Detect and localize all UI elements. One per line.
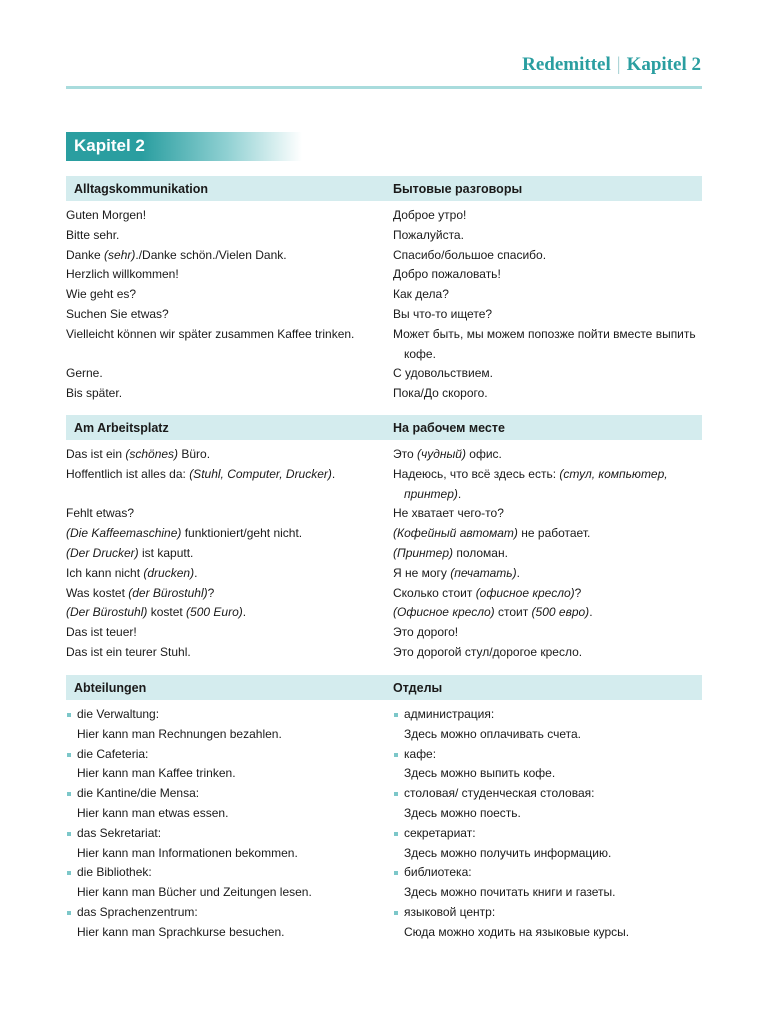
russian-phrase xyxy=(393,524,702,544)
phrase-row xyxy=(66,364,702,384)
phrase-text: Пока/До скорого. xyxy=(393,386,488,401)
phrase-text: Was kostet xyxy=(66,585,129,600)
phrase-row xyxy=(66,305,702,325)
phrase-text: ist kaputt. xyxy=(138,545,194,560)
german-phrase xyxy=(66,643,393,663)
phrase-text: Suchen Sie etwas? xyxy=(66,306,169,321)
department-description: Здесь можно поесть. xyxy=(404,805,521,820)
department-word: die Bibliothek: xyxy=(77,865,152,880)
department-word: die Kantine/die Mensa: xyxy=(77,786,200,801)
russian-phrase xyxy=(393,226,702,246)
german-department xyxy=(66,705,393,745)
russian-department xyxy=(393,705,702,745)
department-word: die Verwaltung: xyxy=(77,707,160,721)
phrase-text: . xyxy=(516,565,520,580)
phrase-row xyxy=(66,206,702,226)
phrase-row xyxy=(66,445,702,465)
phrase-text: офис. xyxy=(465,447,502,461)
phrase-row xyxy=(66,643,702,663)
phrase-row xyxy=(66,384,702,404)
phrase-text: Как дела? xyxy=(393,287,449,302)
phrase-continuation xyxy=(393,345,702,365)
german-phrase xyxy=(66,603,393,623)
department-description: Сюда можно ходить на языковые курсы. xyxy=(404,924,630,939)
department-row xyxy=(66,824,702,864)
phrase-text: Не хватает чего-то? xyxy=(393,506,504,521)
section-abteilungen xyxy=(66,675,702,943)
phrase-text: Wie geht es? xyxy=(66,287,137,302)
russian-phrase xyxy=(393,564,702,584)
department-name xyxy=(393,863,702,883)
german-phrase xyxy=(66,305,393,325)
department-name xyxy=(393,784,702,804)
phrase-placeholder: (офисное кресло) xyxy=(475,585,575,600)
header-separator: | xyxy=(616,54,621,75)
phrase-text: Это дорогой стул/дорогое кресло. xyxy=(393,644,583,659)
phrase-row xyxy=(66,325,702,365)
german-phrase xyxy=(66,246,393,266)
russian-department xyxy=(393,903,702,943)
phrase-list xyxy=(66,445,702,663)
phrase-text: . xyxy=(331,466,336,481)
german-phrase xyxy=(66,206,393,226)
department-name xyxy=(66,824,383,844)
department-word: столовая/ студенческая столовая: xyxy=(404,786,595,801)
department-word: кафе: xyxy=(404,746,437,761)
phrase-text: Ich kann nicht xyxy=(66,565,144,580)
phrase-placeholder: (Der Drucker) xyxy=(66,545,139,560)
section-title-de: Abteilungen xyxy=(74,680,147,695)
phrase-placeholder: (Кофейный автомат) xyxy=(393,526,518,541)
phrase-text: ? xyxy=(574,585,582,600)
phrase-placeholder: (печатать) xyxy=(450,565,517,580)
department-name xyxy=(66,784,383,804)
department-name xyxy=(66,705,383,725)
german-phrase xyxy=(66,445,393,465)
phrase-placeholder: (schönes) xyxy=(125,447,179,461)
department-description: Hier kann man Kaffee trinken. xyxy=(77,766,236,781)
phrase-placeholder: (чудный) xyxy=(417,447,466,461)
phrase-text: Спасибо/большое спасибо. xyxy=(393,247,547,262)
russian-phrase xyxy=(393,265,702,285)
section-header xyxy=(66,176,702,201)
german-phrase xyxy=(66,285,393,305)
department-name xyxy=(393,903,702,923)
phrase-text: Guten Morgen! xyxy=(66,208,147,222)
phrase-placeholder: (drucken) xyxy=(143,565,195,580)
russian-phrase xyxy=(393,246,702,266)
phrase-placeholder: (Die Kaffeemaschine) xyxy=(66,526,182,541)
russian-phrase xyxy=(393,584,702,604)
department-name xyxy=(393,745,702,765)
department-name xyxy=(66,863,383,883)
section-header xyxy=(66,415,702,440)
phrase-row xyxy=(66,524,702,544)
department-description: Hier kann man etwas essen. xyxy=(77,805,229,820)
phrase-text: Доброе утро! xyxy=(393,208,467,222)
phrase-text: Вы что-то ищете? xyxy=(393,306,493,321)
phrase-text: Надеюсь, что всё здесь есть: xyxy=(393,466,560,481)
phrase-text: . xyxy=(242,605,247,620)
phrase-row xyxy=(66,504,702,524)
phrase-row xyxy=(66,265,702,285)
bullet-icon xyxy=(67,753,71,757)
bullet-icon xyxy=(394,792,398,796)
phrase-text: funktioniert/geht nicht. xyxy=(181,526,303,541)
phrase-placeholder: (Der Bürostuhl) xyxy=(66,605,148,620)
russian-phrase xyxy=(393,544,702,564)
bullet-icon xyxy=(67,911,71,915)
phrase-text: . xyxy=(589,605,593,620)
german-phrase xyxy=(66,465,393,505)
phrase-placeholder: (Офисное кресло) xyxy=(393,605,495,620)
phrase-text: не работает. xyxy=(517,526,591,541)
german-phrase xyxy=(66,325,393,365)
phrase-row xyxy=(66,584,702,604)
department-row xyxy=(66,903,702,943)
department-description: Здесь можно почитать книги и газеты. xyxy=(404,885,616,900)
phrase-placeholder: (500 евро) xyxy=(531,605,590,620)
phrase-placeholder: (der Bürostuhl) xyxy=(128,585,208,600)
department-description: Здесь можно выпить кофе. xyxy=(404,766,556,781)
phrase-text: Herzlich willkommen! xyxy=(66,267,179,282)
german-department xyxy=(66,903,393,943)
phrase-text: Может быть, мы можем попозже пойти вместе выпить xyxy=(393,326,696,341)
department-description: Здесь можно получить информацию. xyxy=(404,845,612,860)
department-word: администрация: xyxy=(404,707,495,721)
bullet-icon xyxy=(67,792,71,796)
russian-phrase xyxy=(393,465,702,505)
header-section-label: Redemittel xyxy=(522,54,611,75)
phrase-text: Сколько стоит xyxy=(393,585,476,600)
phrase-text: Vielleicht können wir später zusammen Kaffee trinken. xyxy=(66,326,355,341)
bullet-icon xyxy=(67,713,71,717)
phrase-text: Danke xyxy=(66,247,105,262)
phrase-row xyxy=(66,544,702,564)
phrase-text: ? xyxy=(207,585,215,600)
phrase-placeholder: (стул, компьютер, xyxy=(559,466,668,481)
phrase-text: Fehlt etwas? xyxy=(66,506,135,521)
phrase-row xyxy=(66,226,702,246)
department-row xyxy=(66,745,702,785)
german-phrase xyxy=(66,564,393,584)
phrase-row xyxy=(66,465,702,505)
phrase-row xyxy=(66,564,702,584)
section-am-arbeitsplatz xyxy=(66,415,702,663)
phrase-row xyxy=(66,285,702,305)
phrase-text: С удовольствием. xyxy=(393,366,494,381)
phrase-text: Это xyxy=(393,447,417,461)
phrase-text: Это дорого! xyxy=(393,625,459,640)
department-description: Hier kann man Rechnungen bezahlen. xyxy=(77,726,282,741)
chapter-banner xyxy=(66,132,302,161)
german-phrase xyxy=(66,384,393,404)
german-phrase xyxy=(66,524,393,544)
german-phrase xyxy=(66,265,393,285)
phrase-text: kostet xyxy=(147,605,187,620)
german-phrase xyxy=(66,623,393,643)
phrase-text: Das ist ein xyxy=(66,447,126,461)
department-list xyxy=(66,705,702,943)
german-phrase xyxy=(66,226,393,246)
russian-phrase xyxy=(393,504,702,524)
department-name xyxy=(393,705,702,725)
section-alltagskommunikation xyxy=(66,176,702,404)
russian-phrase xyxy=(393,445,702,465)
department-word: die Cafeteria: xyxy=(77,746,149,761)
phrase-text: . xyxy=(457,486,462,501)
phrase-text: Büro. xyxy=(178,447,211,461)
russian-phrase xyxy=(393,364,702,384)
phrase-placeholder: принтер) xyxy=(404,486,458,501)
department-word: библиотека: xyxy=(404,865,472,880)
phrase-placeholder: (Принтер) xyxy=(393,545,453,560)
page-header xyxy=(522,54,701,76)
department-row xyxy=(66,784,702,824)
russian-phrase xyxy=(393,603,702,623)
russian-phrase xyxy=(393,206,702,226)
german-phrase xyxy=(66,544,393,564)
phrase-text: Das ist ein teurer Stuhl. xyxy=(66,644,191,659)
phrase-text: Gerne. xyxy=(66,366,103,381)
phrase-text: Bis später. xyxy=(66,386,123,401)
department-name xyxy=(66,745,383,765)
department-description: Hier kann man Sprachkurse besuchen. xyxy=(77,924,285,939)
bullet-icon xyxy=(394,753,398,757)
phrase-text: кофе. xyxy=(404,346,436,361)
chapter-title: Kapitel 2 xyxy=(74,136,145,155)
phrase-continuation xyxy=(393,485,702,505)
department-description: Здесь можно оплачивать счета. xyxy=(404,726,581,741)
german-department xyxy=(66,824,393,864)
phrase-text: Hoffentlich ist alles da: xyxy=(66,466,190,481)
russian-department xyxy=(393,824,702,864)
header-chapter-label: Kapitel 2 xyxy=(626,54,701,75)
phrase-placeholder: (sehr) xyxy=(104,247,136,262)
department-word: das Sekretariat: xyxy=(77,825,162,840)
bullet-icon xyxy=(394,713,398,717)
section-title-ru: Отделы xyxy=(393,680,443,695)
section-title-ru: На рабочем месте xyxy=(393,420,505,435)
section-title-de: Alltagskommunikation xyxy=(74,181,209,196)
department-name xyxy=(393,824,702,844)
german-phrase xyxy=(66,584,393,604)
russian-phrase xyxy=(393,285,702,305)
department-row xyxy=(66,705,702,745)
russian-phrase xyxy=(393,643,702,663)
phrase-text: . xyxy=(194,565,198,580)
phrase-text: Bitte sehr. xyxy=(66,227,120,242)
russian-department xyxy=(393,784,702,824)
german-department xyxy=(66,784,393,824)
department-name xyxy=(66,903,383,923)
bullet-icon xyxy=(67,832,71,836)
bullet-icon xyxy=(394,911,398,915)
russian-phrase xyxy=(393,384,702,404)
german-phrase xyxy=(66,364,393,384)
department-word: языковой центр: xyxy=(404,904,496,919)
german-department xyxy=(66,745,393,785)
section-title-ru: Бытовые разговоры xyxy=(393,181,523,196)
phrase-list xyxy=(66,206,702,404)
department-description: Hier kann man Bücher und Zeitungen lesen. xyxy=(77,885,312,900)
russian-phrase xyxy=(393,305,702,325)
russian-department xyxy=(393,745,702,785)
phrase-text: Добро пожаловать! xyxy=(393,267,501,282)
russian-department xyxy=(393,863,702,903)
bullet-icon xyxy=(394,832,398,836)
department-description: Hier kann man Informationen bekommen. xyxy=(77,845,298,860)
bullet-icon xyxy=(394,871,398,875)
department-word: секретариат: xyxy=(404,825,476,840)
phrase-placeholder: (Stuhl, Computer, Drucker) xyxy=(189,466,332,481)
header-rule xyxy=(66,86,702,89)
section-title-de: Am Arbeitsplatz xyxy=(74,420,169,435)
german-phrase xyxy=(66,504,393,524)
phrase-text: Das ist teuer! xyxy=(66,625,137,640)
section-header xyxy=(66,675,702,700)
phrase-text: стоит xyxy=(494,605,532,620)
phrase-row xyxy=(66,623,702,643)
phrase-row xyxy=(66,246,702,266)
department-word: das Sprachenzentrum: xyxy=(77,904,198,919)
russian-phrase xyxy=(393,325,702,365)
phrase-text: Пожалуйста. xyxy=(393,227,464,242)
german-department xyxy=(66,863,393,903)
bullet-icon xyxy=(67,871,71,875)
phrase-placeholder: (500 Euro) xyxy=(186,605,243,620)
department-row xyxy=(66,863,702,903)
phrase-row xyxy=(66,603,702,623)
russian-phrase xyxy=(393,623,702,643)
phrase-text: поломан. xyxy=(452,545,508,560)
phrase-text: ./Danke schön./Vielen Dank. xyxy=(135,247,287,262)
phrase-text: Я не могу xyxy=(393,565,451,580)
